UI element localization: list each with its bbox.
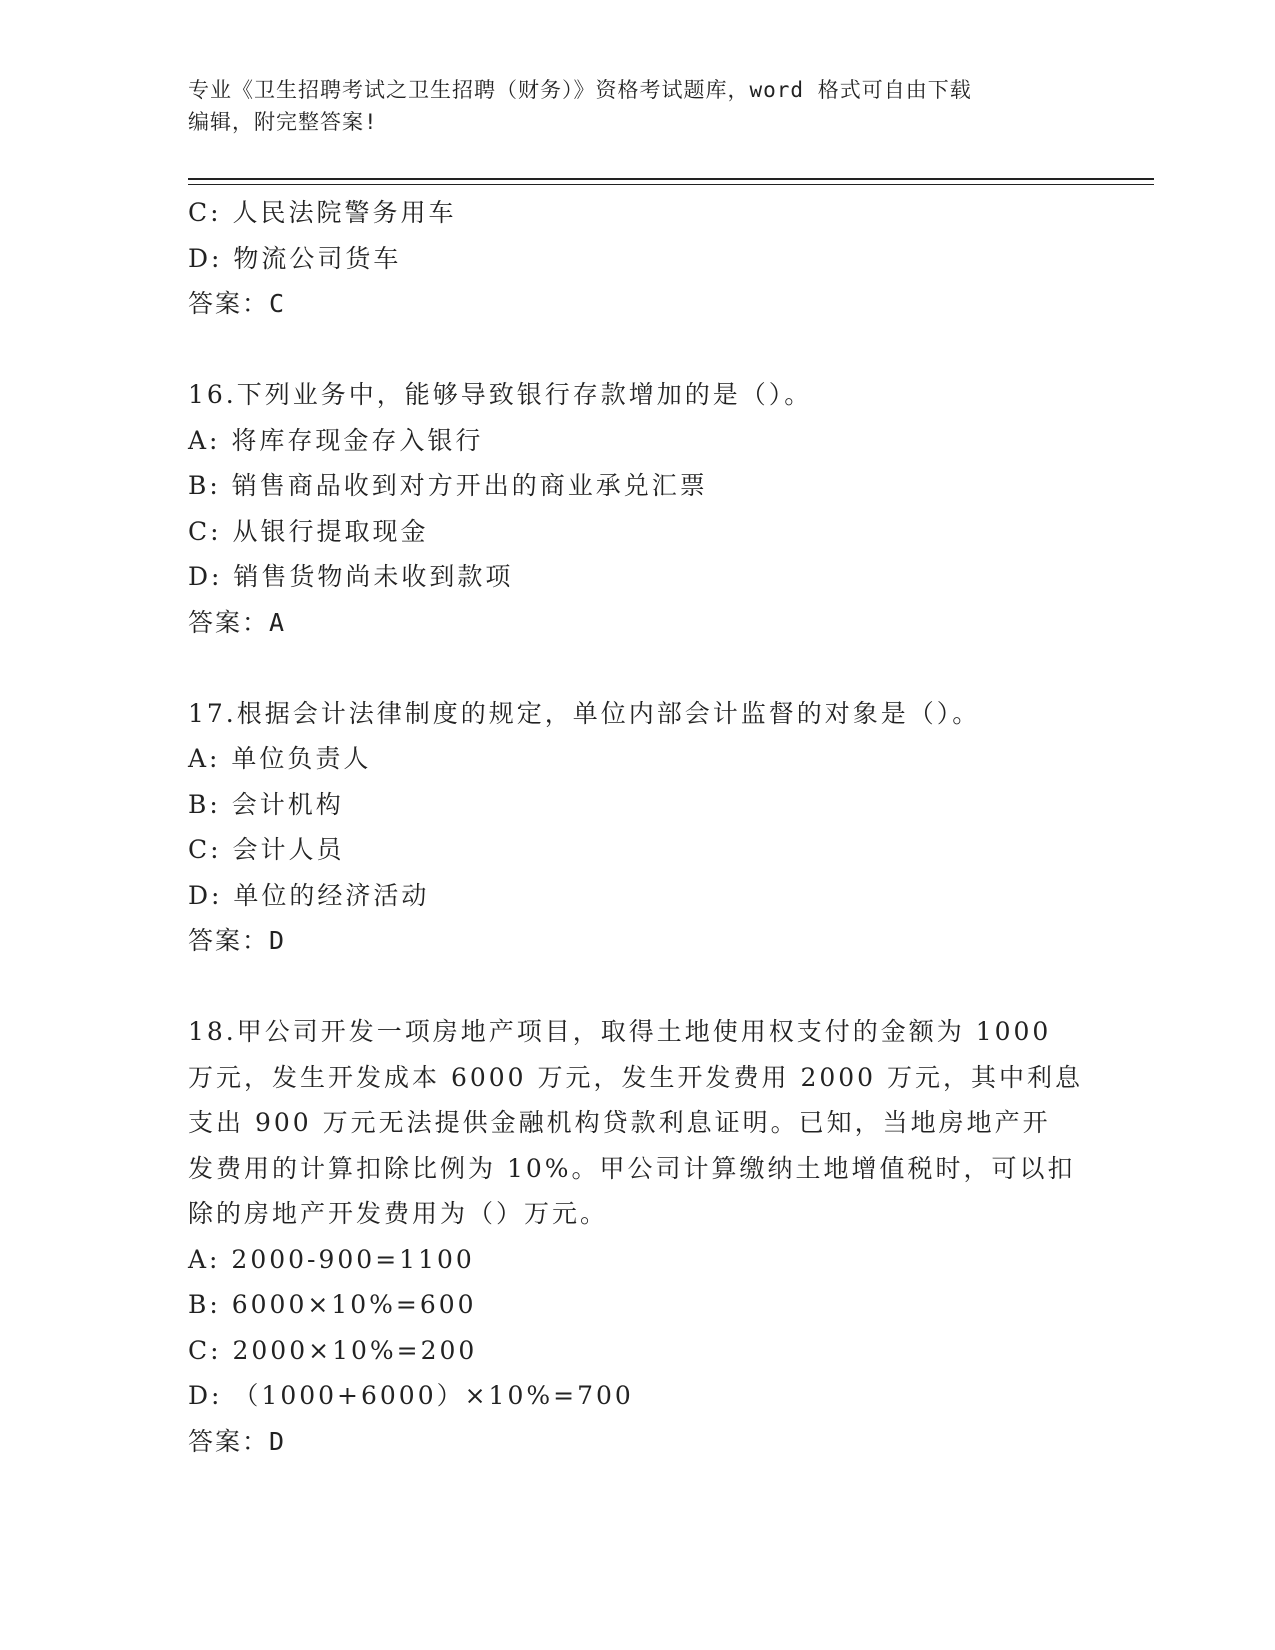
option-a: A: 2000-900=1100 bbox=[188, 1244, 475, 1274]
question-stem: 17.根据会计法律制度的规定，单位内部会计监督的对象是（）。 bbox=[188, 698, 981, 728]
header-rule-thin bbox=[188, 184, 1154, 185]
question-17 bbox=[188, 691, 1088, 964]
option-d: D: 物流公司货车 bbox=[188, 243, 402, 273]
document-header bbox=[188, 74, 1068, 138]
option-b: B: 销售商品收到对方开出的商业承兑汇票 bbox=[188, 471, 708, 500]
question-stem: 16.下列业务中，能够导致银行存款增加的是（）。 bbox=[188, 380, 813, 409]
header-line-1: 专业《卫生招聘考试之卫生招聘（财务）》资格考试题库，word 格式可自由下载 bbox=[188, 78, 972, 102]
question-18 bbox=[188, 1009, 1088, 1464]
header-rule-thick bbox=[188, 178, 1154, 180]
question-stem-line-2: 万元，发生开发成本 6000 万元，发生开发费用 2000 万元，其中利息 bbox=[188, 1062, 1084, 1092]
option-a: A: 单位负责人 bbox=[188, 744, 372, 773]
option-d: D: （1000+6000）×10%=700 bbox=[188, 1381, 634, 1410]
option-c: C: 会计人员 bbox=[188, 835, 345, 864]
option-b: B: 会计机构 bbox=[188, 789, 344, 819]
option-c: C: 从银行提取现金 bbox=[188, 516, 429, 546]
spacer bbox=[188, 645, 1088, 691]
option-c: C: 2000×10%=200 bbox=[188, 1335, 478, 1365]
answer-line: 答案：C bbox=[188, 289, 287, 318]
option-a: A: 将库存现金存入银行 bbox=[188, 425, 484, 455]
carryover-question bbox=[188, 190, 1088, 327]
answer-line: 答案：D bbox=[188, 1426, 287, 1456]
answer-line: 答案：A bbox=[188, 607, 287, 637]
option-c: C: 人民法院警务用车 bbox=[188, 198, 457, 227]
spacer bbox=[188, 327, 1088, 373]
option-d: D: 单位的经济活动 bbox=[188, 880, 430, 910]
question-stem-line-4: 发费用的计算扣除比例为 10%。甲公司计算缴纳土地增值税时，可以扣 bbox=[188, 1153, 1076, 1183]
header-line-2: 编辑，附完整答案! bbox=[188, 110, 378, 134]
option-b: B: 6000×10%=600 bbox=[188, 1290, 477, 1319]
question-stem-line-3: 支出 900 万元无法提供金融机构贷款利息证明。已知，当地房地产开 bbox=[188, 1108, 1051, 1137]
answer-line: 答案：D bbox=[188, 926, 287, 955]
spacer bbox=[188, 964, 1088, 1010]
question-16 bbox=[188, 372, 1088, 645]
question-stem-line-5: 除的房地产开发费用为（）万元。 bbox=[188, 1199, 609, 1228]
document-body bbox=[188, 190, 1088, 1464]
question-stem-line-1: 18.甲公司开发一项房地产项目，取得土地使用权支付的金额为 1000 bbox=[188, 1017, 1052, 1046]
option-d: D: 销售货物尚未收到款项 bbox=[188, 562, 514, 591]
